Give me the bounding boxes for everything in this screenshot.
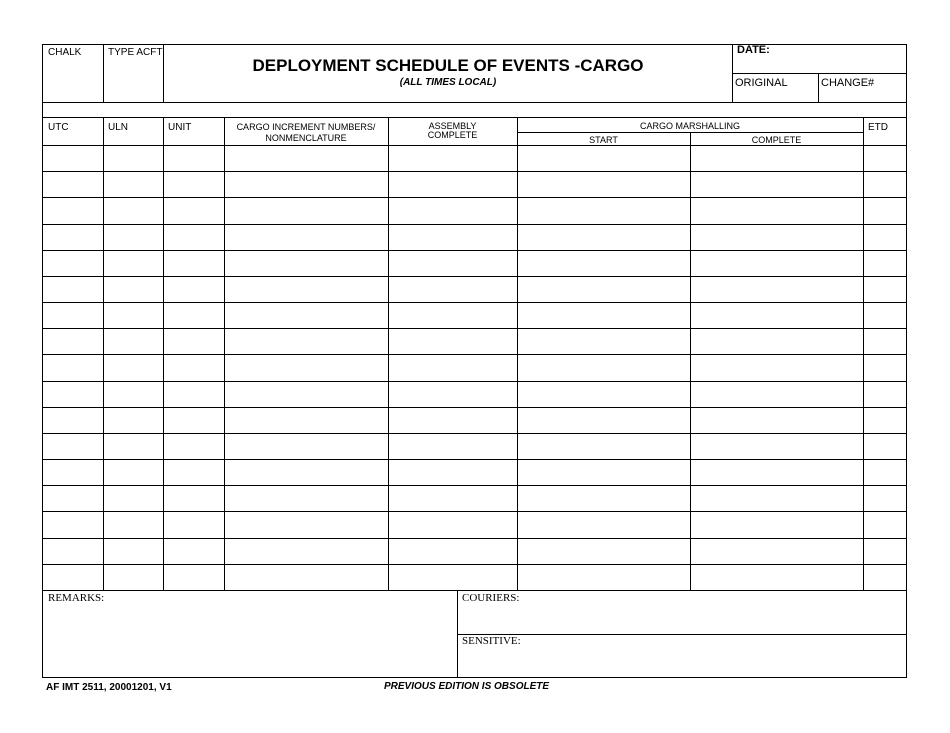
remarks-field[interactable] xyxy=(44,606,456,676)
cell-cargo-increment[interactable] xyxy=(225,251,388,276)
cell-uln[interactable] xyxy=(104,355,163,381)
cell-assembly-complete[interactable] xyxy=(389,329,517,354)
cell-etd[interactable] xyxy=(864,486,907,511)
cell-marshalling-complete[interactable] xyxy=(691,251,863,276)
cell-unit[interactable] xyxy=(164,355,224,381)
cell-utc[interactable] xyxy=(43,486,103,511)
couriers-label: COURIERS: xyxy=(462,592,520,604)
cell-uln[interactable] xyxy=(104,329,163,354)
cell-etd[interactable] xyxy=(864,460,907,485)
couriers-divider xyxy=(457,634,907,635)
cell-uln[interactable] xyxy=(104,486,163,511)
cell-assembly-complete[interactable] xyxy=(389,277,517,302)
cell-marshalling-complete[interactable] xyxy=(691,172,863,197)
col-complete: COMPLETE xyxy=(751,135,802,145)
cell-etd[interactable] xyxy=(864,565,907,590)
cell-marshalling-start[interactable] xyxy=(518,565,690,590)
cell-uln[interactable] xyxy=(104,539,163,564)
cell-assembly-complete[interactable] xyxy=(389,460,517,485)
cell-etd[interactable] xyxy=(864,434,907,459)
cell-etd[interactable] xyxy=(864,251,907,276)
cell-marshalling-complete[interactable] xyxy=(691,408,863,433)
cell-cargo-increment[interactable] xyxy=(225,277,388,302)
cell-marshalling-complete[interactable] xyxy=(691,355,863,381)
cell-marshalling-start[interactable] xyxy=(518,225,690,250)
cell-assembly-complete[interactable] xyxy=(389,408,517,433)
cell-utc[interactable] xyxy=(43,303,103,328)
cell-cargo-increment[interactable] xyxy=(225,225,388,250)
cell-unit[interactable] xyxy=(164,198,224,224)
cell-etd[interactable] xyxy=(864,146,907,171)
cell-unit[interactable] xyxy=(164,225,224,250)
cell-utc[interactable] xyxy=(43,277,103,302)
cell-uln[interactable] xyxy=(104,460,163,485)
cell-assembly-complete[interactable] xyxy=(389,486,517,511)
couriers-field[interactable] xyxy=(514,592,906,633)
cell-utc[interactable] xyxy=(43,355,103,381)
cell-utc[interactable] xyxy=(43,329,103,354)
cell-marshalling-start[interactable] xyxy=(518,408,690,433)
chalk-label: CHALK xyxy=(48,47,82,58)
col-cargo-increment-line2: NONMENCLATURE xyxy=(265,133,347,143)
cell-uln[interactable] xyxy=(104,408,163,433)
cell-etd[interactable] xyxy=(864,172,907,197)
cell-marshalling-complete[interactable] xyxy=(691,225,863,250)
cell-cargo-increment[interactable] xyxy=(225,565,388,590)
cell-cargo-increment[interactable] xyxy=(225,198,388,224)
cell-assembly-complete[interactable] xyxy=(389,303,517,328)
cell-assembly-complete[interactable] xyxy=(389,434,517,459)
cell-cargo-increment[interactable] xyxy=(225,172,388,197)
cell-assembly-complete[interactable] xyxy=(389,146,517,171)
form-id: AF IMT 2511, 20001201, V1 xyxy=(46,682,172,693)
col-etd: ETD xyxy=(868,122,888,133)
cell-marshalling-complete[interactable] xyxy=(691,382,863,407)
form-title: DEPLOYMENT SCHEDULE OF EVENTS -CARGO xyxy=(252,56,644,75)
cell-utc[interactable] xyxy=(43,565,103,590)
col-assembly-line2: COMPLETE xyxy=(427,130,478,140)
cell-marshalling-start[interactable] xyxy=(518,512,690,538)
cell-marshalling-complete[interactable] xyxy=(691,198,863,224)
cell-assembly-complete[interactable] xyxy=(389,225,517,250)
cell-marshalling-complete[interactable] xyxy=(691,539,863,564)
cell-etd[interactable] xyxy=(864,277,907,302)
cell-utc[interactable] xyxy=(43,539,103,564)
cell-uln[interactable] xyxy=(104,512,163,538)
cell-assembly-complete[interactable] xyxy=(389,382,517,407)
remarks-top-line xyxy=(42,590,907,591)
cell-assembly-complete[interactable] xyxy=(389,512,517,538)
cell-utc[interactable] xyxy=(43,434,103,459)
cell-etd[interactable] xyxy=(864,198,907,224)
cell-marshalling-start[interactable] xyxy=(518,172,690,197)
cell-assembly-complete[interactable] xyxy=(389,198,517,224)
sensitive-field[interactable] xyxy=(514,636,906,676)
cell-uln[interactable] xyxy=(104,225,163,250)
cell-cargo-increment[interactable] xyxy=(225,512,388,538)
col-assembly-line1: ASSEMBLY xyxy=(428,121,477,131)
cell-utc[interactable] xyxy=(43,172,103,197)
cell-marshalling-start[interactable] xyxy=(518,251,690,276)
cell-unit[interactable] xyxy=(164,382,224,407)
cell-etd[interactable] xyxy=(864,329,907,354)
col-utc: UTC xyxy=(48,122,69,133)
cell-uln[interactable] xyxy=(104,565,163,590)
cell-utc[interactable] xyxy=(43,198,103,224)
cell-marshalling-start[interactable] xyxy=(518,434,690,459)
cell-unit[interactable] xyxy=(164,329,224,354)
cell-marshalling-start[interactable] xyxy=(518,539,690,564)
cell-marshalling-complete[interactable] xyxy=(691,303,863,328)
cell-marshalling-start[interactable] xyxy=(518,460,690,485)
sensitive-label: SENSITIVE: xyxy=(462,635,521,647)
col-uln: ULN xyxy=(108,122,129,133)
cell-unit[interactable] xyxy=(164,434,224,459)
cell-cargo-increment[interactable] xyxy=(225,303,388,328)
cell-etd[interactable] xyxy=(864,303,907,328)
cell-utc[interactable] xyxy=(43,146,103,171)
cell-cargo-increment[interactable] xyxy=(225,539,388,564)
cell-unit[interactable] xyxy=(164,303,224,328)
cell-unit[interactable] xyxy=(164,146,224,171)
cell-cargo-increment[interactable] xyxy=(225,329,388,354)
cell-marshalling-start[interactable] xyxy=(518,303,690,328)
cell-marshalling-start[interactable] xyxy=(518,382,690,407)
cell-utc[interactable] xyxy=(43,225,103,250)
cell-unit[interactable] xyxy=(164,277,224,302)
type-acft-label: TYPE ACFT xyxy=(108,47,163,58)
cell-marshalling-complete[interactable] xyxy=(691,460,863,485)
cell-etd[interactable] xyxy=(864,512,907,538)
edition-note: PREVIOUS EDITION IS OBSOLETE xyxy=(384,681,550,692)
cell-marshalling-complete[interactable] xyxy=(691,146,863,171)
cell-uln[interactable] xyxy=(104,303,163,328)
remarks-label: REMARKS: xyxy=(48,592,105,604)
cell-unit[interactable] xyxy=(164,565,224,590)
cell-cargo-increment[interactable] xyxy=(225,434,388,459)
cell-unit[interactable] xyxy=(164,486,224,511)
cell-utc[interactable] xyxy=(43,382,103,407)
cell-marshalling-complete[interactable] xyxy=(691,512,863,538)
cell-marshalling-start[interactable] xyxy=(518,277,690,302)
col-cargo-increment-line1: CARGO INCREMENT NUMBERS/ xyxy=(236,122,376,132)
col-unit: UNIT xyxy=(168,122,192,133)
change-label: CHANGE# xyxy=(821,77,875,89)
cell-uln[interactable] xyxy=(104,146,163,171)
cell-marshalling-complete[interactable] xyxy=(691,486,863,511)
cell-assembly-complete[interactable] xyxy=(389,539,517,564)
col-start: START xyxy=(589,135,618,145)
cell-uln[interactable] xyxy=(104,434,163,459)
cell-uln[interactable] xyxy=(104,277,163,302)
cell-assembly-complete[interactable] xyxy=(389,172,517,197)
cell-unit[interactable] xyxy=(164,251,224,276)
cell-marshalling-complete[interactable] xyxy=(691,329,863,354)
cell-assembly-complete[interactable] xyxy=(389,251,517,276)
date-label: DATE: xyxy=(737,44,770,56)
cell-uln[interactable] xyxy=(104,172,163,197)
cell-marshalling-start[interactable] xyxy=(518,146,690,171)
cell-cargo-increment[interactable] xyxy=(225,355,388,381)
cell-unit[interactable] xyxy=(164,460,224,485)
cell-unit[interactable] xyxy=(164,512,224,538)
cell-unit[interactable] xyxy=(164,408,224,433)
cell-cargo-increment[interactable] xyxy=(225,486,388,511)
form-subtitle: (ALL TIMES LOCAL) xyxy=(399,77,497,88)
cell-cargo-increment[interactable] xyxy=(225,146,388,171)
cell-etd[interactable] xyxy=(864,408,907,433)
cell-etd[interactable] xyxy=(864,539,907,564)
cell-cargo-increment[interactable] xyxy=(225,460,388,485)
cell-marshalling-start[interactable] xyxy=(518,355,690,381)
cell-uln[interactable] xyxy=(104,198,163,224)
cell-cargo-increment[interactable] xyxy=(225,382,388,407)
col-cargo-marshalling: CARGO MARSHALLING xyxy=(639,121,741,131)
cell-cargo-increment[interactable] xyxy=(225,408,388,433)
cell-unit[interactable] xyxy=(164,539,224,564)
cell-marshalling-start[interactable] xyxy=(518,486,690,511)
cell-marshalling-start[interactable] xyxy=(518,329,690,354)
cell-assembly-complete[interactable] xyxy=(389,565,517,590)
cell-marshalling-complete[interactable] xyxy=(691,277,863,302)
cell-assembly-complete[interactable] xyxy=(389,355,517,381)
cell-unit[interactable] xyxy=(164,172,224,197)
cell-etd[interactable] xyxy=(864,382,907,407)
cell-uln[interactable] xyxy=(104,251,163,276)
cell-etd[interactable] xyxy=(864,225,907,250)
cell-etd[interactable] xyxy=(864,355,907,381)
cell-marshalling-complete[interactable] xyxy=(691,434,863,459)
cell-utc[interactable] xyxy=(43,408,103,433)
cell-marshalling-start[interactable] xyxy=(518,198,690,224)
cell-uln[interactable] xyxy=(104,382,163,407)
cell-utc[interactable] xyxy=(43,512,103,538)
cell-utc[interactable] xyxy=(43,460,103,485)
cell-marshalling-complete[interactable] xyxy=(691,565,863,590)
cell-utc[interactable] xyxy=(43,251,103,276)
original-label: ORIGINAL xyxy=(735,77,788,89)
